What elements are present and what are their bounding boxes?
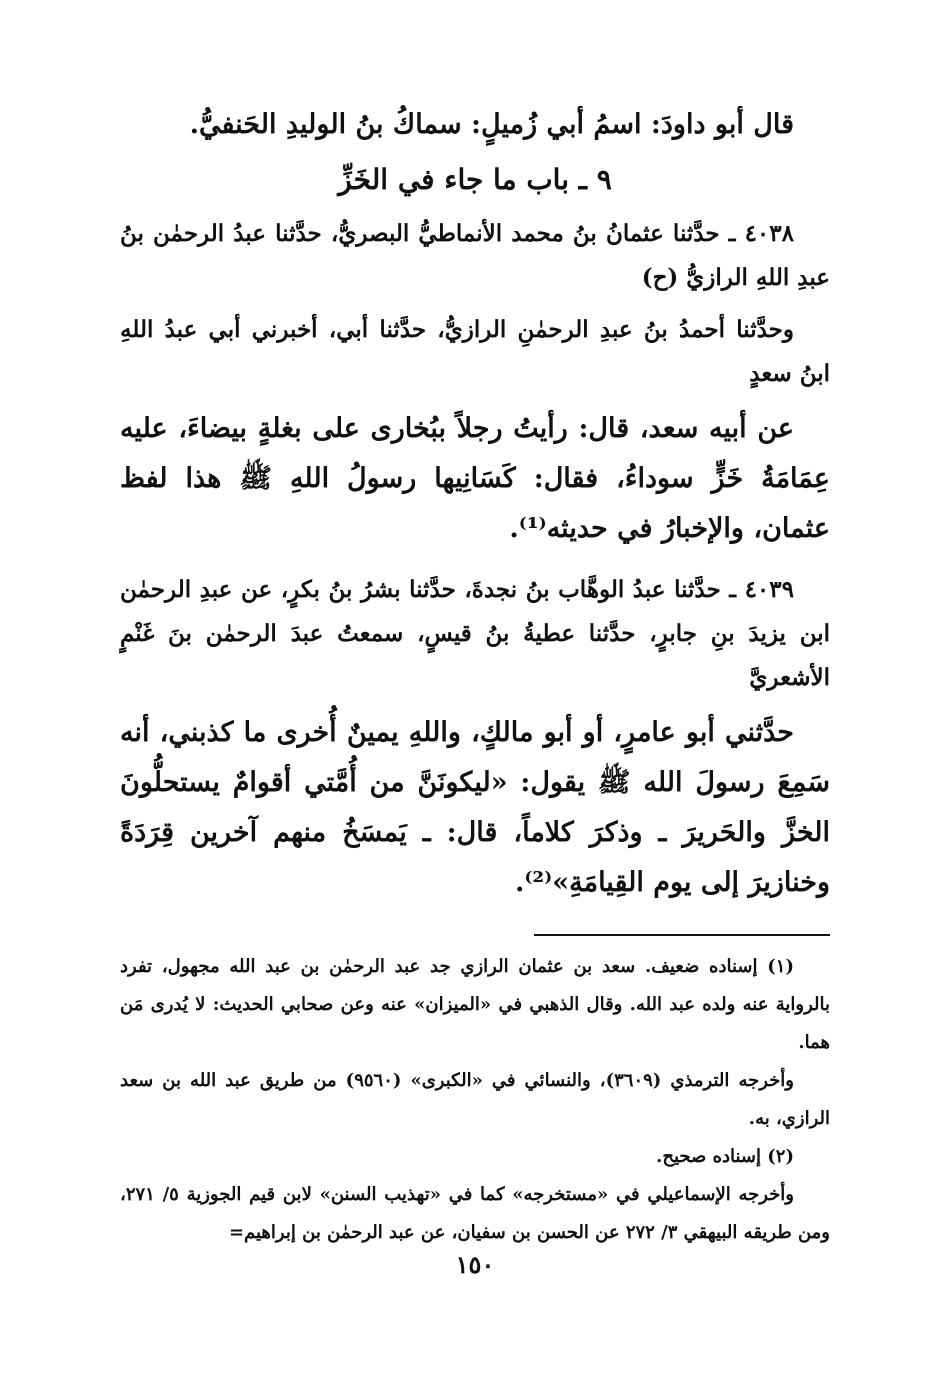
page-body [120, 100, 830, 1252]
hadith-4038-matn: عن أبيه سعد، قال: رأيتُ رجلاً ببُخارى على بغلةٍ بيضاءَ، عليه عِمَامَةُ خَزٍّ سوداءُ، فقال: كَسَانِيها رسولُ اللهِ ﷺ هذا لفظ عثمان، والإخبارُ في حديثه⁽¹⁾. [120, 413, 830, 544]
footnote-separator [534, 934, 830, 936]
intro-line: قال أبو داودَ: اسمُ أبي زُميلٍ: سماكُ بنُ الوليدِ الحَنفيُّ. [189, 109, 794, 140]
hadith-4039-matn: حدَّثني أبو عامرٍ، أو أبو مالكٍ، واللهِ يمينٌ أُخرى ما كذبني، أنه سَمِعَ رسولَ الله ﷺ يقول: «ليكونَنَّ من أُمَّتي أقوامٌ يستحلُّونَ الخزَّ والحَريرَ ـ وذكرَ كلاماً، قال: ـ يَمسَخُ منهم آخرين قِرَدَةً وخنازيرَ إلى يوم القِيامَةِ»⁽²⁾. [120, 717, 830, 898]
hadith-4038-isnad-2: وحدَّثنا أحمدُ بنُ عبدِ الرحمٰنِ الرازيُّ، حدَّثنا أبي، أخبرني أبي عبدُ اللهِ ابنُ سعدٍ [120, 316, 830, 387]
spacer [120, 396, 830, 404]
hadith-4039-isnad: ٤٠٣٩ ـ حدَّثنا عبدُ الوهَّاب بنُ نجدةَ، حدَّثنا بشرُ بنُ بكرٍ، عن عبدِ الرحمٰن ابن يزيدَ بنِ جابرٍ، حدَّثنا عطيةُ بنُ قيسٍ، سمعتُ عبدَ الرحمٰن بنَ غَنْمٍ الأشعريَّ [120, 576, 830, 691]
hadith-4038-isnad-1: ٤٠٣٨ ـ حدَّثنا عثمانُ بنُ محمد الأنماطيُّ البصريُّ، حدَّثنا عبدُ الرحمٰن بنُ عبدِ اللهِ الرازيُّ (ح) [120, 220, 830, 291]
footnote-1-takhrij: وأخرجه الترمذي (٣٦٠٩)، والنسائي في «الكبرى» (٩٥٦٠) من طريق عبد الله بن سعد الرازي، به. [120, 1070, 830, 1129]
chapter-heading: ٩ ـ باب ما جاء في الخَزِّ [338, 163, 612, 196]
footnote-2-takhrij: وأخرجه الإسماعيلي في «مستخرجه» كما في «تهذيب السنن» لابن قيم الجوزية ٥/ ٢٧١، ومن طريقه البيهقي ٣/ ٢٧٢ عن الحسن بن سفيان، عن عبد الرحمٰن بن إبراهيم= [120, 1184, 830, 1243]
spacer [120, 700, 830, 708]
page-number: ١٥٠ [455, 1250, 495, 1279]
spacer [120, 554, 830, 568]
spacer [120, 300, 830, 308]
footnote-1: (١) إسناده ضعيف. سعد بن عثمان الرازي جد عبد الرحمٰن بن عبد الله مجهول، تفرد بالرواية عنه ولده عبد الله. وقال الذهبي في «الميزان» عنه وعن صحابي الحديث: لا يُدرى مَن هما. [120, 956, 830, 1053]
footnote-2: (٢) إسناده صحيح. [656, 1146, 794, 1167]
